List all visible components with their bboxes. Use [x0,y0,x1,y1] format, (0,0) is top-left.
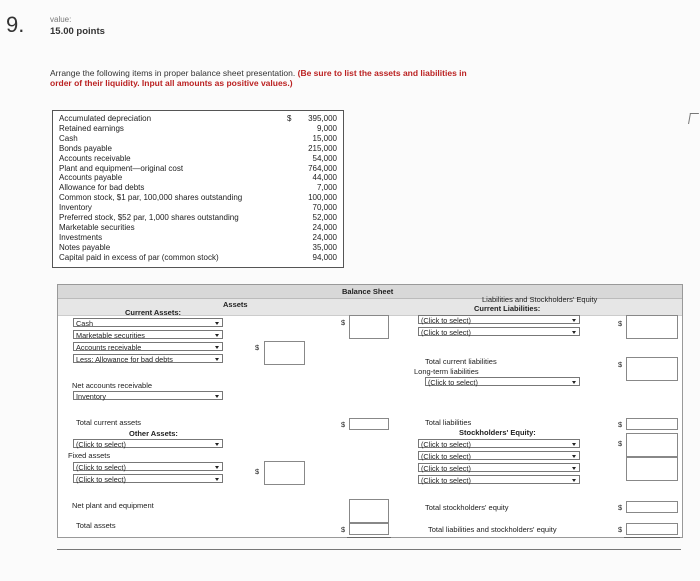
equity-select-3[interactable]: (Click to select) [418,463,580,472]
item-value: 7,000 [316,183,337,193]
net-plant-input[interactable] [349,499,389,523]
cash-select[interactable]: Cash [73,318,223,327]
item-value: 52,000 [312,213,337,222]
total-current-liabilities-label: Total current liabilities [425,357,497,366]
dollar-sign: $ [255,467,260,476]
total-assets-input[interactable] [349,523,389,535]
chevron-down-icon [215,443,219,446]
item-value: 44,000 [312,173,337,183]
total-liabilities-equity-input[interactable] [626,523,678,535]
long-term-liability-select[interactable]: (Click to select) [425,377,580,386]
list-item [59,203,337,212]
list-item [59,154,337,163]
chevron-down-icon [215,334,219,337]
list-item [59,213,337,222]
net-plant-label: Net plant and equipment [72,501,154,510]
dollar-sign: $ [255,343,260,352]
chevron-down-icon [215,322,219,325]
item-value: 15,000 [312,133,337,143]
current-liabilities-label: Current Liabilities: [474,304,541,313]
item-value: 24,000 [312,222,337,232]
double-underline [624,537,680,538]
question-number: 9. [6,12,25,37]
item-name: Retained earnings [59,123,124,133]
fixed-assets-label: Fixed assets [68,451,111,460]
item-name: Accounts payable [59,173,123,183]
value-label: value: [50,15,72,24]
chevron-down-icon [572,331,576,334]
allowance-select[interactable]: Less: Allowance for bad debts [73,354,223,363]
total-liabilities-input[interactable] [626,418,678,430]
list-item [59,183,337,192]
dollar-sign: $ [618,439,623,448]
chevron-down-icon [215,478,219,481]
total-liabilities-equity-label: Total liabilities and stockholders' equity [428,525,557,534]
list-item [59,124,337,133]
item-name: Accounts receivable [59,153,131,163]
instructions-plain: Arrange the following items in proper balance sheet presentation. [50,68,296,78]
chevron-down-icon [572,319,576,322]
chevron-down-icon [572,479,576,482]
item-value: 395,000 [308,114,337,123]
equity-input-2[interactable] [626,457,678,481]
chevron-down-icon [215,346,219,349]
long-term-input[interactable] [626,357,678,381]
list-item [59,134,337,143]
list-item [59,164,337,173]
chevron-down-icon [215,395,219,398]
dollar-sign: $ [618,525,623,534]
item-name: Investments [59,232,103,242]
item-value: 94,000 [312,252,337,262]
dollar-sign: $ [341,420,346,429]
fixed-asset-amount-input[interactable] [264,461,305,485]
total-assets-label: Total assets [76,521,116,530]
chevron-down-icon [572,443,576,446]
item-name: Allowance for bad debts [59,183,145,193]
item-name: Common stock, $1 par, 100,000 shares outstanding [59,193,243,203]
item-name: Preferred stock, $52 par, 1,000 shares outstanding [59,213,239,222]
total-equity-input[interactable] [626,501,678,513]
chevron-down-icon [215,466,219,469]
net-accounts-receivable-label: Net accounts receivable [72,381,153,390]
current-liability-select-1[interactable]: (Click to select) [418,315,580,324]
assets-header: Assets [223,300,248,309]
liabilities-equity-header: Liabilities and Stockholders' Equity [482,295,598,304]
cash-amount-input[interactable] [349,315,389,339]
list-item [59,243,337,252]
list-item [59,173,337,182]
dollar-sign: $ [618,503,623,512]
fixed-asset-select-2[interactable]: (Click to select) [73,474,223,483]
item-name: Plant and equipment—original cost [59,163,184,173]
ar-amount-input[interactable] [264,341,305,365]
list-item [59,233,337,242]
chevron-down-icon [215,358,219,361]
accounts-receivable-select[interactable]: Accounts receivable [73,342,223,351]
item-name: Bonds payable [59,143,112,153]
expand-icon[interactable] [688,113,699,124]
chevron-down-icon [572,381,576,384]
item-name: Marketable securities [59,222,135,232]
long-term-liabilities-label: Long-term liabilities [414,367,479,376]
current-liability-select-2[interactable]: (Click to select) [418,327,580,336]
chevron-down-icon [572,455,576,458]
stockholders-equity-label: Stockholders' Equity: [459,428,536,437]
double-underline [347,537,391,538]
list-item [59,193,337,202]
dollar-sign: $ [618,420,623,429]
list-item [59,114,337,123]
items-table [52,110,344,268]
equity-input-1[interactable] [626,433,678,457]
inventory-select[interactable]: Inventory [73,391,223,400]
dollar-sign: $ [618,319,623,328]
item-value: 764,000 [308,163,337,173]
item-value: 54,000 [312,153,337,163]
item-value: 9,000 [316,123,337,133]
item-name: Accumulated depreciation [59,114,152,123]
item-value: 215,000 [308,143,337,153]
points-value: 15.00 points [50,26,105,37]
current-liabilities-input[interactable] [626,315,678,339]
dollar-sign: $ [618,360,623,369]
list-item [59,253,337,262]
item-value: 35,000 [312,242,337,252]
equity-select-2[interactable]: (Click to select) [418,451,580,460]
item-name: Inventory [59,203,92,213]
item-name: Cash [59,133,78,143]
instructions-note: (Be sure to list the assets and liabilities in order of their liquidity. Input all amounts as positive values.) [50,68,467,88]
item-value: 100,000 [308,193,337,203]
other-assets-label: Other Assets: [129,429,178,438]
equity-select-1[interactable]: (Click to select) [418,439,580,448]
item-value: 24,000 [312,232,337,242]
dollar-sign: $ [341,525,346,534]
total-liabilities-label: Total liabilities [425,418,472,427]
total-current-assets-label: Total current assets [76,418,142,427]
chevron-down-icon [572,467,576,470]
other-assets-select[interactable]: (Click to select) [73,439,223,448]
item-value: 70,000 [312,203,337,213]
total-current-assets-input[interactable] [349,418,389,430]
equity-select-4[interactable]: (Click to select) [418,475,580,484]
list-item [59,223,337,232]
bottom-divider [57,549,681,550]
item-name: Capital paid in excess of par (common stock) [59,252,219,262]
current-assets-label: Current Assets: [125,308,181,317]
item-name: Notes payable [59,242,111,252]
list-item [59,144,337,153]
instructions [50,68,470,88]
total-stockholders-equity-label: Total stockholders' equity [425,503,509,512]
items-dollar-sign: $ [287,114,292,123]
balance-sheet-title: Balance Sheet [342,287,394,296]
dollar-sign: $ [341,318,346,327]
marketable-securities-select[interactable]: Marketable securities [73,330,223,339]
fixed-asset-select-1[interactable]: (Click to select) [73,462,223,471]
balance-sheet [57,284,683,538]
